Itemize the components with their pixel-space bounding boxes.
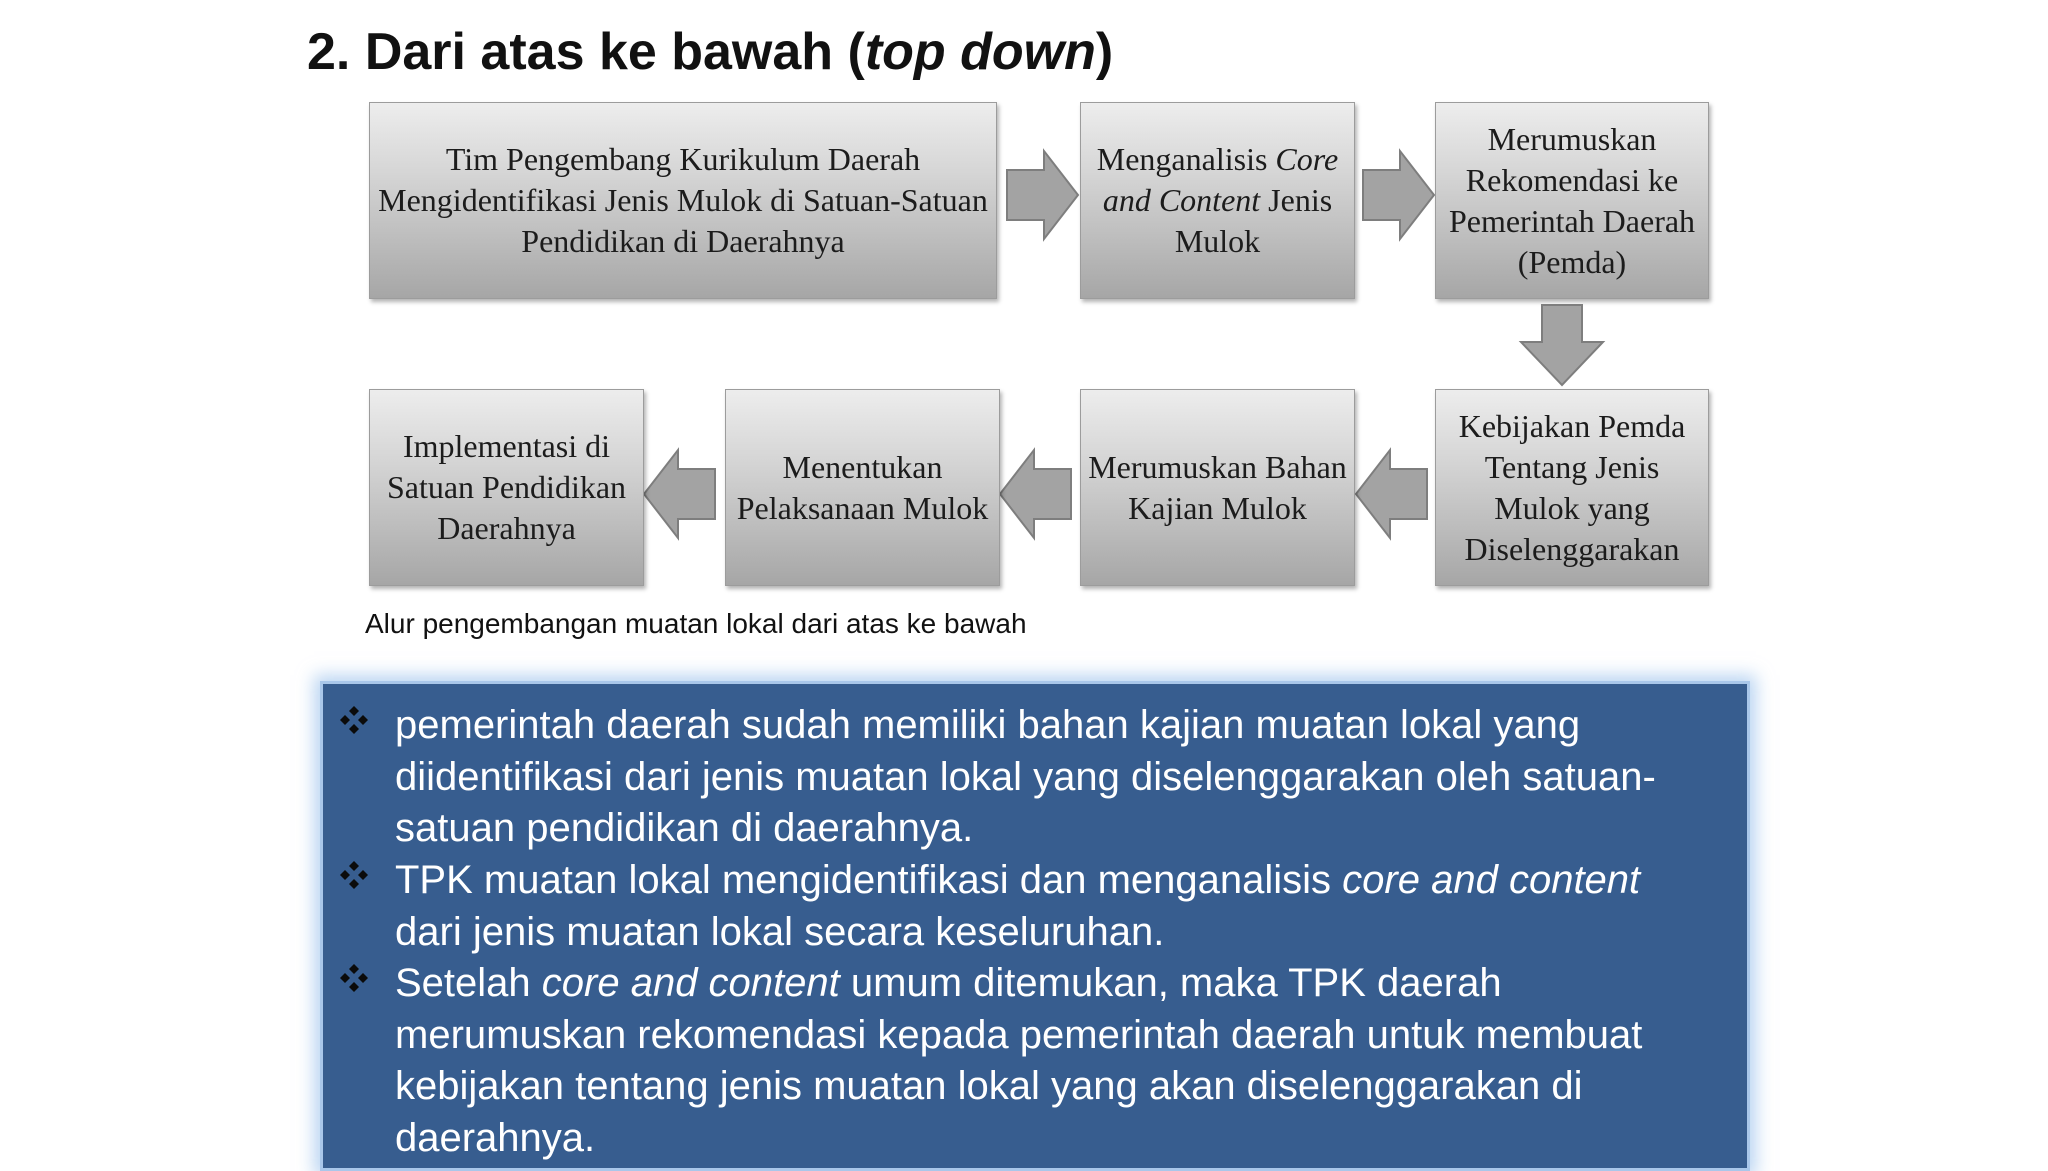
- bullet-text-1: pemerintah daerah sudah memiliki bahan kajian muatan lokal yang diidentifikasi dari jenis muatan lokal yang diselenggarakan oleh satuan-satuan pendidikan di daerahnya.: [395, 703, 1656, 850]
- title-text: 2. Dari atas ke bawah (: [307, 23, 865, 81]
- right-arrow-icon: [1004, 148, 1082, 242]
- slide-title: [307, 22, 1113, 82]
- down-arrow-icon: [1517, 302, 1607, 388]
- bullet-text-3: Setelah core and content umum ditemukan, maka TPK daerah merumuskan rekomendasi kepada pemerintah daerah untuk membuat kebijakan tentang jenis muatan lokal yang akan diselenggarakan di daerahnya.: [395, 961, 1643, 1160]
- flow-box-label: Kebijakan Pemda Tentang Jenis Mulok yang Diselenggarakan: [1458, 407, 1686, 567]
- diamond-cluster-bullet-icon: [339, 705, 369, 735]
- flow-box-school-implementation: [369, 389, 644, 586]
- diagram-caption: Alur pengembangan muatan lokal dari atas ke bawah: [365, 608, 1027, 639]
- flow-box-label: Tim Pengembang Kurikulum Daerah Mengidentifikasi Jenis Mulok di Satuan-Satuan Pendidikan di Daerahnya: [378, 141, 988, 259]
- flow-box-label: Merumuskan Bahan Kajian Mulok: [1088, 448, 1347, 526]
- flow-box-analyze-core-content: [1080, 102, 1355, 299]
- flow-box-label: Menganalisis Core and Content Jenis Mulok: [1096, 141, 1339, 259]
- bullet-text-2: TPK muatan lokal mengidentifikasi dan menganalisis core and content dari jenis muatan lokal secara keseluruhan.: [395, 858, 1641, 954]
- title-italic-text: top down: [864, 23, 1096, 81]
- left-arrow-icon: [1352, 447, 1430, 541]
- flow-box-label: Menentukan Pelaksanaan Mulok: [736, 448, 989, 526]
- left-arrow-icon: [640, 447, 718, 541]
- title-close-paren: ): [1095, 23, 1114, 81]
- flow-box-study-material: [1080, 389, 1355, 586]
- flow-box-label: Implementasi di Satuan Pendidikan Daerahnya: [386, 428, 627, 546]
- flow-box-identify-mulok: [369, 102, 997, 299]
- flow-box-label: Merumuskan Rekomendasi ke Pemerintah Daerah (Pemda): [1448, 120, 1696, 280]
- flow-box-implementation-plan: [725, 389, 1000, 586]
- right-arrow-icon: [1360, 148, 1438, 242]
- flow-box-recommendation: [1435, 102, 1709, 299]
- diamond-cluster-bullet-icon: [339, 860, 369, 890]
- diamond-cluster-bullet-icon: [339, 963, 369, 993]
- left-arrow-icon: [996, 447, 1074, 541]
- flow-box-pemda-policy: [1435, 389, 1709, 586]
